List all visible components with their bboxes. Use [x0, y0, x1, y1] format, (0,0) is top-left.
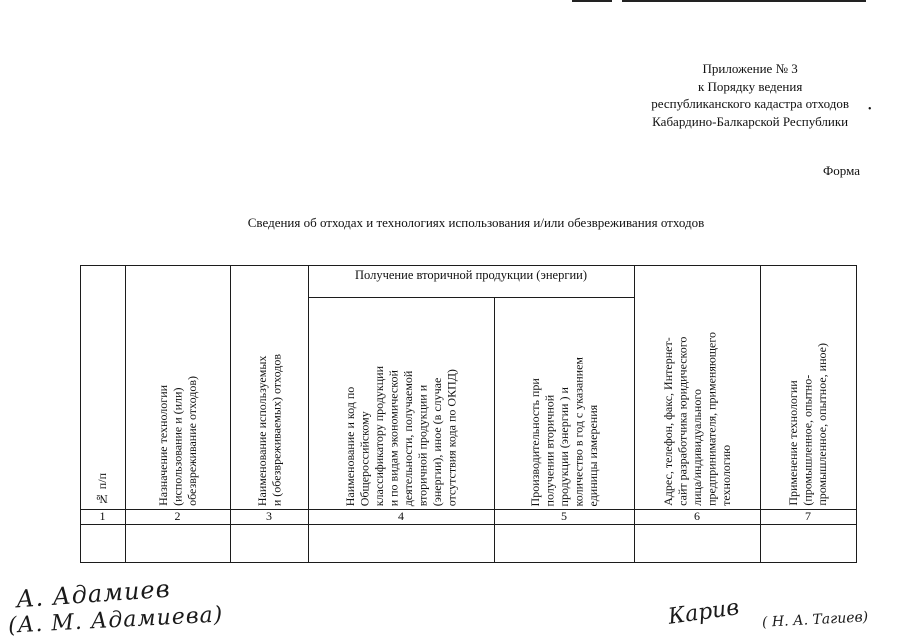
column-header-application	[760, 266, 856, 506]
column-number: 1	[99, 509, 106, 523]
column-header-text: Наименование используемых и (обезвреживаемых) отходов	[254, 353, 283, 506]
appendix-line: к Порядку ведения	[697, 78, 803, 94]
right-signature-name: ( Н. А. Тагиев)	[761, 609, 869, 631]
appendix-line: республиканского кадастра отходов	[651, 96, 849, 111]
column-header-purpose	[125, 266, 230, 506]
column-number: 3	[266, 509, 272, 523]
column-header-waste-name	[230, 266, 308, 506]
scan-mark: •	[868, 104, 872, 115]
column-number: 4	[398, 509, 404, 523]
column-header-capacity	[494, 298, 634, 506]
column-number: 2	[174, 509, 181, 523]
column-header-text: Адрес, телефон, факс, Интернет- сайт разработчика юридического лица/индивидуального предпринимателя, применяющего технологию	[660, 332, 733, 506]
form-label: Форма	[823, 163, 860, 178]
column-number: 5	[561, 509, 567, 523]
left-signature-name: (А. М. Адамиева)	[7, 602, 224, 639]
group-header-secondary-products: Получение вторичной продукции (энергии)	[355, 268, 587, 282]
column-header-text: Применение технологии (промышленное, опытно- промышленное, опытное, иное)	[786, 343, 830, 506]
document-title: Сведения об отходах и технологиях использования и/или обезвреживания отходов	[247, 215, 705, 230]
appendix-line: Приложение № 3	[702, 61, 798, 76]
appendix-line: Кабардино-Балкарской Республики	[652, 113, 849, 129]
left-signature: А. Адамиев	[15, 574, 172, 614]
table-border-right	[856, 265, 857, 563]
table-border-bottom	[80, 562, 857, 563]
column-header-developer-address	[634, 266, 760, 506]
right-signature: Карив	[666, 595, 741, 630]
column-header-text: Назначение технологии (использование и (или) обезвреживание отходов)	[155, 376, 199, 506]
numbers-bottom-rule	[80, 524, 857, 525]
column-header-text: № п/п	[95, 472, 110, 506]
column-number: 6	[694, 509, 700, 523]
column-header-text: Производительность при получении вторичной продукции (энергии ) и количество в год с указанием единицы измерения	[527, 356, 600, 506]
column-header-product-code	[308, 298, 494, 506]
column-header-number	[80, 266, 125, 506]
column-header-text: Наименование и код по Общероссийскому классификатору продукции и по видам экономической деятельности, получаемой вторичной продукции и (энергии), иное (в случае отсутствия кода по ОКПД)	[343, 365, 459, 506]
column-number: 7	[805, 509, 811, 523]
